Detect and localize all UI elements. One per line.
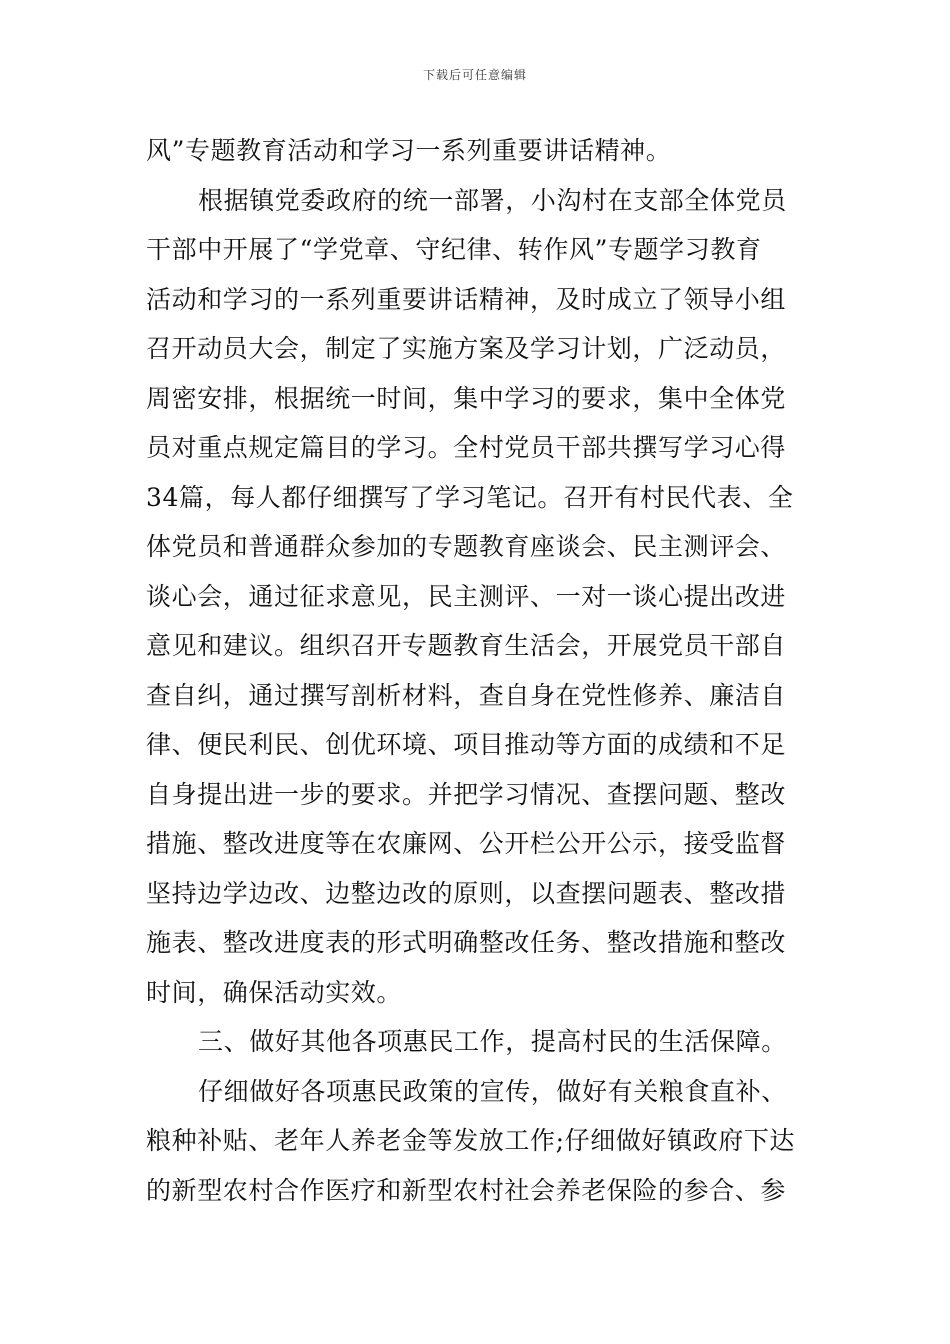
text-line-16: 坚持边学边改、边整边改的原则，以查摆问题表、整改措 xyxy=(146,878,787,908)
text-line-14: 自身提出进一步的要求。并把学习情况、查摆问题、整改 xyxy=(146,779,787,809)
text-line-2: 根据镇党委政府的统一部署，小沟村在支部全体党员 xyxy=(198,185,787,215)
text-line-7: 员对重点规定篇目的学习。全村党员干部共撰写学习心得 xyxy=(146,433,787,462)
document-body xyxy=(146,126,806,1215)
text-line-1: 风”专题教育活动和学习一系列重要讲话精神。 xyxy=(146,136,672,165)
section-heading-3: 三、做好其他各项惠民工作，提高村民的生活保障。 xyxy=(198,1027,787,1056)
text-line-20: 仔细做好各项惠民政策的宣传，做好有关粮食直补、 xyxy=(198,1076,787,1106)
text-line-4: 活动和学习的一系列重要讲话精神，及时成立了领导小组 xyxy=(146,284,787,314)
text-line-17: 施表、整改进度表的形式明确整改任务、整改措施和整改 xyxy=(146,928,787,957)
text-line-18: 时间，确保活动实效。 xyxy=(146,977,403,1007)
text-line-21: 粮种补贴、老年人养老金等发放工作;仔细做好镇政府下达 xyxy=(146,1126,796,1155)
text-line-12: 查自纠，通过撰写剖析材料，查自身在党性修养、廉洁自 xyxy=(146,680,787,710)
text-line-22: 的新型农村合作医疗和新型农村社会养老保险的参合、参 xyxy=(146,1175,787,1205)
text-line-15: 措施、整改进度等在农廉网、公开栏公开公示，接受监督 xyxy=(146,829,787,858)
text-line-8: 34篇，每人都仔细撰写了学习笔记。召开有村民代表、全 xyxy=(146,482,794,512)
text-line-5: 召开动员大会，制定了实施方案及学习计划，广泛动员， xyxy=(146,334,787,363)
text-line-11: 意见和建议。组织召开专题教育生活会，开展党员干部自 xyxy=(146,631,787,660)
text-line-13: 律、便民利民、创优环境、项目推动等方面的成绩和不足 xyxy=(146,730,787,759)
text-line-3: 干部中开展了“学党章、守纪律、转作风”专题学习教育 xyxy=(146,235,762,264)
text-line-10: 谈心会，通过征求意见，民主测评、一对一谈心提出改进 xyxy=(146,581,787,611)
page-header-note: 下载后可任意编辑 xyxy=(422,68,527,82)
text-line-6: 周密安排，根据统一时间，集中学习的要求，集中全体党 xyxy=(146,383,787,413)
text-line-9: 体党员和普通群众参加的专题教育座谈会、民主测评会、 xyxy=(146,532,787,561)
